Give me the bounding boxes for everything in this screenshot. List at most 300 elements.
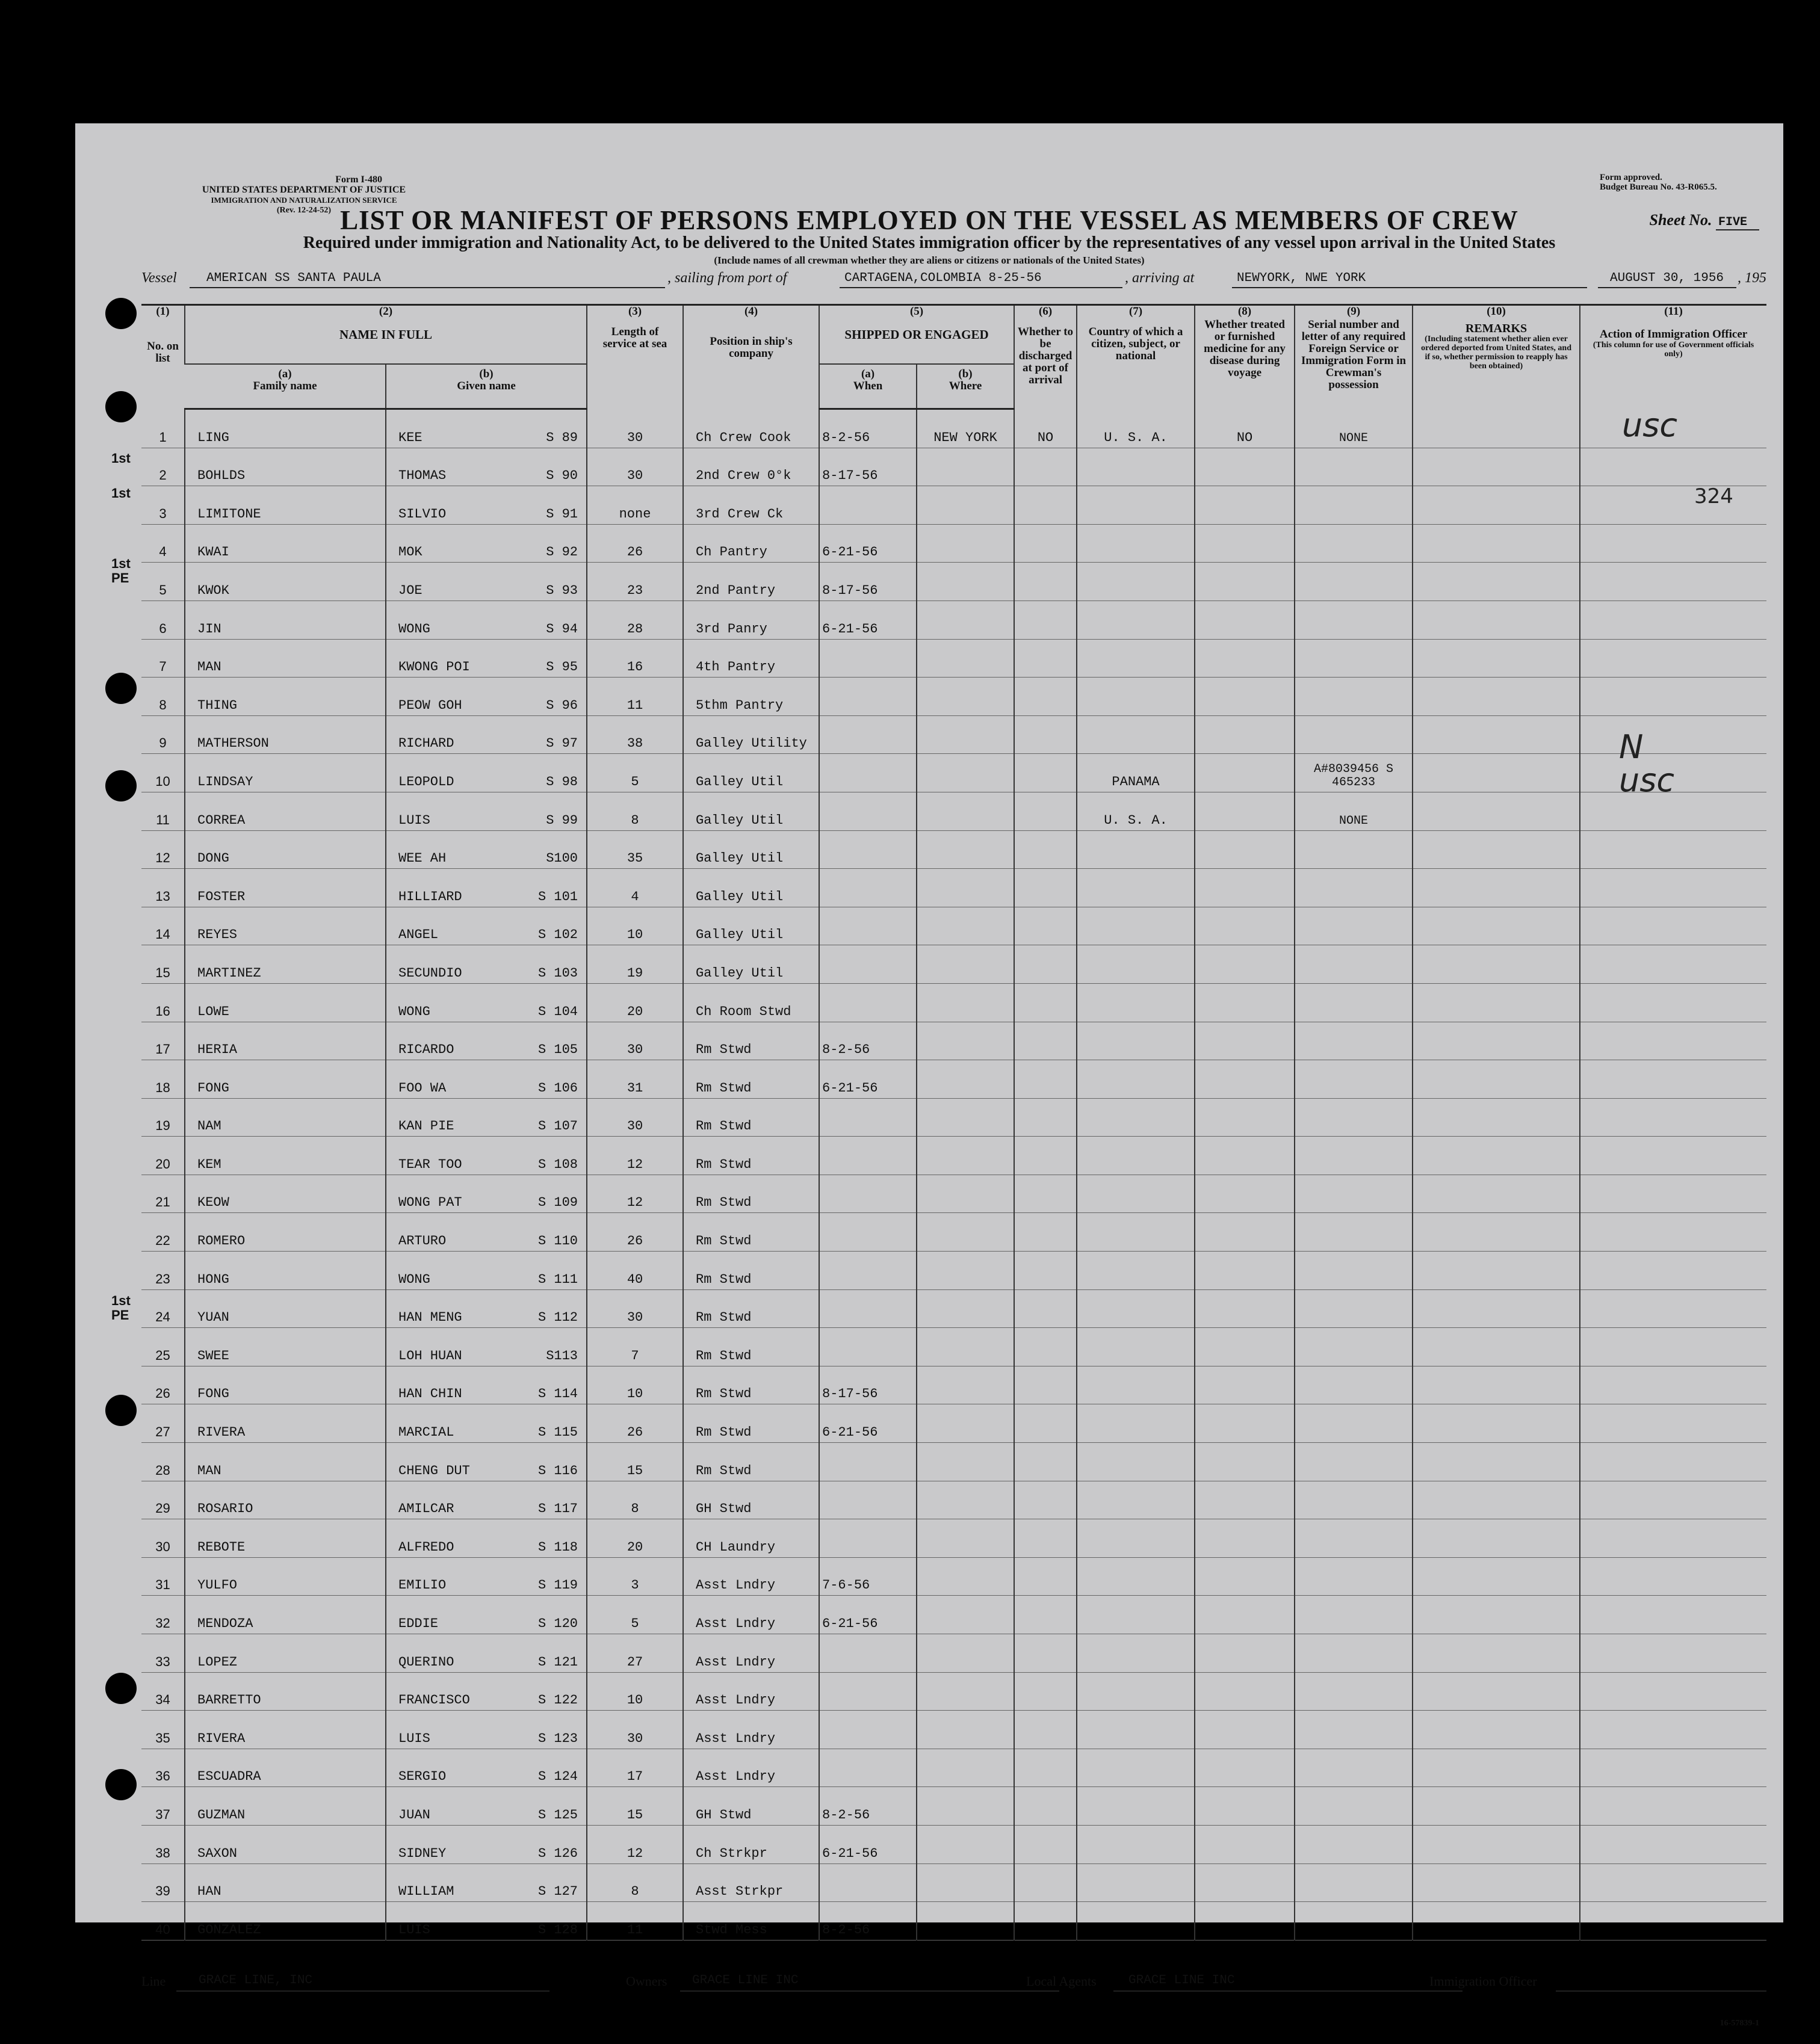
shipped-when-cell: [819, 1634, 917, 1673]
immigration-action-cell: [1580, 1022, 1766, 1060]
row-number-cell: [141, 1863, 185, 1902]
col-header-country: [1077, 305, 1195, 409]
table-row: [141, 1787, 1766, 1826]
country-cell: [1077, 754, 1195, 792]
row-number-cell: [141, 448, 185, 486]
form-serial-cell: [1295, 1672, 1413, 1711]
discharge-cell: [1014, 524, 1077, 563]
given-name: KAN PIE: [398, 1119, 454, 1134]
position-cell: [683, 1404, 819, 1443]
table-row: [141, 1481, 1766, 1519]
position: Asst Strkpr: [696, 1884, 784, 1900]
family-name-cell: [185, 983, 386, 1022]
shipped-where-cell: [917, 1634, 1014, 1673]
col-header-discharge-num: (6): [1038, 305, 1053, 318]
position-cell: [683, 1787, 819, 1826]
length-of-service: 5: [631, 774, 639, 789]
length-of-service: 12: [627, 1156, 643, 1172]
row-number: 37: [155, 1806, 170, 1822]
punch-hole: [105, 1395, 137, 1426]
col-header-form: [1295, 305, 1413, 409]
seaman-serial: S 108: [538, 1156, 578, 1172]
row-number-cell: [141, 1481, 185, 1519]
handwritten-note-1: usc: [1622, 406, 1678, 444]
shipped-when: 6-21-56: [822, 1616, 878, 1631]
form-serial-cell: [1295, 1787, 1413, 1826]
position-cell: [683, 1328, 819, 1366]
given-name-cell: [386, 1825, 587, 1863]
position-cell: [683, 715, 819, 754]
form-serial: NONE: [1339, 814, 1369, 828]
position: CH Laundry: [696, 1539, 776, 1555]
position-cell: [683, 945, 819, 984]
shipped-when: 6-21-56: [822, 1080, 878, 1096]
country-cell: [1077, 1711, 1195, 1749]
remarks-cell: [1413, 448, 1580, 486]
given-name: AMILCAR: [398, 1501, 454, 1517]
length-of-service-cell: [587, 601, 683, 639]
table-row: [141, 1825, 1766, 1863]
given-name: QUERINO: [398, 1654, 454, 1670]
treated-cell: [1195, 1634, 1295, 1673]
treated-cell: [1195, 678, 1295, 716]
family-name: MAN: [197, 1463, 221, 1478]
length-of-service-cell: [587, 1443, 683, 1481]
position-cell: [683, 678, 819, 716]
given-name: MARCIAL: [398, 1425, 454, 1440]
shipped-where-cell: [917, 448, 1014, 486]
seaman-serial: S 114: [538, 1386, 578, 1402]
remarks-cell: [1413, 869, 1580, 907]
discharge-cell: [1014, 601, 1077, 639]
given-name: ALFREDO: [398, 1539, 454, 1555]
form-serial-cell: [1295, 1825, 1413, 1863]
immigration-action-cell: [1580, 869, 1766, 907]
family-name-cell: [185, 1825, 386, 1863]
family-name-cell: [185, 601, 386, 639]
length-of-service: 7: [631, 1348, 639, 1363]
given-name: KEE: [398, 430, 422, 445]
discharge-cell: [1014, 945, 1077, 984]
country-cell: [1077, 907, 1195, 945]
given-name-cell: [386, 1404, 587, 1443]
country-cell: [1077, 1252, 1195, 1290]
row-number: 18: [155, 1079, 170, 1095]
shipped-when-cell: [819, 409, 917, 448]
shipped-when-cell: [819, 1863, 917, 1902]
given-name: WEE AH: [398, 851, 447, 866]
position-cell: [683, 1137, 819, 1175]
table-row: [141, 1022, 1766, 1060]
immigration-action-cell: [1580, 945, 1766, 984]
treated-cell: [1195, 715, 1295, 754]
position-cell: [683, 1863, 819, 1902]
length-of-service: 10: [627, 1386, 643, 1402]
given-name-cell: [386, 1213, 587, 1252]
given-name-cell: [386, 1787, 587, 1826]
remarks-cell: [1413, 1443, 1580, 1481]
form-serial-cell: [1295, 1749, 1413, 1787]
col-header-position-num: (4): [744, 305, 758, 318]
line-value: GRACE LINE, INC: [199, 1974, 313, 1987]
vessel-label: Vessel: [141, 270, 177, 286]
remarks-cell: [1413, 1060, 1580, 1099]
family-name-cell: [185, 639, 386, 678]
position: Rm Stwd: [696, 1195, 752, 1211]
length-of-service: 30: [627, 1310, 643, 1326]
country-cell: [1077, 1634, 1195, 1673]
table-row: [141, 754, 1766, 792]
given-name-cell: [386, 1749, 587, 1787]
shipped-when-cell: [819, 1787, 917, 1826]
remarks-cell: [1413, 1902, 1580, 1941]
immigration-action-cell: [1580, 563, 1766, 601]
shipped-when-cell: [819, 1672, 917, 1711]
position: Ch Pantry: [696, 545, 767, 560]
treated-cell: [1195, 1022, 1295, 1060]
shipped-when: 8-17-56: [822, 468, 878, 484]
form-serial-cell: [1295, 1213, 1413, 1252]
col-header-when: [819, 364, 917, 408]
given-name-cell: [386, 1863, 587, 1902]
department: UNITED STATES DEPARTMENT OF JUSTICE: [202, 185, 406, 195]
treated-cell: [1195, 563, 1295, 601]
shipped-when-cell: [819, 1825, 917, 1863]
col-header-action-note: (This column for use of Government officials only): [1592, 341, 1754, 359]
country-cell: [1077, 1443, 1195, 1481]
table-row: [141, 601, 1766, 639]
row-number-cell: [141, 1060, 185, 1099]
family-name: LIMITONE: [197, 506, 261, 522]
row-number: 35: [155, 1730, 170, 1746]
row-number: 3: [159, 505, 167, 521]
seaman-serial: S100: [546, 851, 578, 866]
shipped-where-cell: [917, 754, 1014, 792]
officer-label: Immigration Officer: [1429, 1974, 1537, 1989]
remarks-cell: [1413, 1557, 1580, 1596]
col-header-remarks-num: (10): [1487, 305, 1506, 318]
family-name: FONG: [197, 1386, 229, 1402]
shipped-when: 8-2-56: [822, 1922, 870, 1937]
family-name: DONG: [197, 851, 229, 866]
row-number: 23: [155, 1271, 170, 1286]
col-header-form-num: (9): [1346, 305, 1361, 318]
discharge-cell: [1014, 1137, 1077, 1175]
table-row: [141, 1366, 1766, 1404]
family-name-cell: [185, 409, 386, 448]
country-cell: [1077, 945, 1195, 984]
country-cell: [1077, 792, 1195, 830]
length-of-service: 30: [627, 430, 643, 445]
seaman-serial: S 109: [538, 1195, 578, 1211]
given-name: TEAR TOO: [398, 1156, 462, 1172]
family-name: MATHERSON: [197, 736, 269, 752]
col-header-length-num: (3): [628, 305, 642, 318]
position-cell: [683, 1098, 819, 1137]
treated-cell: [1195, 1749, 1295, 1787]
position: Asst Lndry: [696, 1654, 776, 1670]
year-suffix: , 195: [1738, 270, 1766, 286]
row-number-cell: [141, 409, 185, 448]
treated-cell: [1195, 1137, 1295, 1175]
arrival-date: AUGUST 30, 1956: [1610, 271, 1724, 285]
treated-cell: [1195, 448, 1295, 486]
form-serial-cell: [1295, 983, 1413, 1022]
discharge-cell: [1014, 409, 1077, 448]
seaman-serial: S 127: [538, 1884, 578, 1900]
treated: NO: [1236, 430, 1253, 445]
country-cell: [1077, 524, 1195, 563]
length-of-service-cell: [587, 678, 683, 716]
seaman-serial: S 95: [546, 659, 578, 675]
country-cell: [1077, 1328, 1195, 1366]
family-name: JIN: [197, 621, 221, 637]
form-serial-cell: [1295, 1481, 1413, 1519]
table-row: [141, 792, 1766, 830]
position-cell: [683, 1213, 819, 1252]
family-name-cell: [185, 715, 386, 754]
given-name-cell: [386, 983, 587, 1022]
seaman-serial: S 117: [538, 1501, 578, 1517]
row-number: 28: [155, 1462, 170, 1478]
length-of-service: 8: [631, 812, 639, 828]
family-name-cell: [185, 486, 386, 525]
row-number-cell: [141, 715, 185, 754]
voyage-line: [141, 270, 1766, 291]
position: Rm Stwd: [696, 1156, 752, 1172]
discharge-cell: [1014, 907, 1077, 945]
given-name: LEOPOLD: [398, 774, 454, 789]
seaman-serial: S 118: [538, 1539, 578, 1555]
row-number-cell: [141, 907, 185, 945]
length-of-service: 28: [627, 621, 643, 637]
family-name-cell: [185, 1366, 386, 1404]
seaman-serial: S 107: [538, 1119, 578, 1134]
row-number: 31: [155, 1577, 170, 1593]
given-name: JUAN: [398, 1807, 430, 1823]
length-of-service: 26: [627, 545, 643, 560]
family-name: MENDOZA: [197, 1616, 253, 1631]
country: U. S. A.: [1104, 430, 1168, 445]
family-name-cell: [185, 1634, 386, 1673]
row-number: 29: [155, 1501, 170, 1516]
family-name: ROSARIO: [197, 1501, 253, 1517]
discharge-cell: [1014, 1787, 1077, 1826]
shipped-where-cell: [917, 792, 1014, 830]
family-name-cell: [185, 1060, 386, 1099]
margin-note-2: 1st: [111, 486, 131, 501]
row-number: 1: [159, 429, 167, 445]
position: Galley Util: [696, 851, 784, 866]
row-number: 16: [155, 1003, 170, 1019]
given-name: ARTURO: [398, 1234, 447, 1249]
discharge-cell: [1014, 1328, 1077, 1366]
position: Rm Stwd: [696, 1119, 752, 1134]
length-of-service: 11: [627, 697, 643, 713]
length-of-service: 10: [627, 1693, 643, 1708]
shipped-when: 8-17-56: [822, 582, 878, 598]
country-cell: [1077, 1366, 1195, 1404]
form-serial-cell: [1295, 1022, 1413, 1060]
shipped-where-cell: [917, 1060, 1014, 1099]
table-row: [141, 983, 1766, 1022]
country-cell: [1077, 869, 1195, 907]
shipped-when: 8-2-56: [822, 430, 870, 445]
family-name-cell: [185, 563, 386, 601]
shipped-when-cell: [819, 1175, 917, 1213]
length-of-service: 20: [627, 1539, 643, 1555]
position-cell: [683, 601, 819, 639]
given-name-cell: [386, 1634, 587, 1673]
length-of-service: 35: [627, 851, 643, 866]
immigration-action-cell: [1580, 1672, 1766, 1711]
position: Rm Stwd: [696, 1463, 752, 1478]
row-number: 7: [159, 659, 167, 675]
table-row: [141, 1137, 1766, 1175]
given-name: HAN CHIN: [398, 1386, 462, 1402]
immigration-action-cell: [1580, 983, 1766, 1022]
family-name: KWAI: [197, 545, 229, 560]
shipped-when-cell: [819, 678, 917, 716]
treated-cell: [1195, 1596, 1295, 1634]
col-header-remarks-label: REMARKS: [1465, 322, 1528, 335]
table-row: [141, 1060, 1766, 1099]
form-serial-cell: [1295, 563, 1413, 601]
remarks-cell: [1413, 1137, 1580, 1175]
immigration-action-cell: [1580, 715, 1766, 754]
discharge-cell: [1014, 869, 1077, 907]
immigration-action-cell: [1580, 1175, 1766, 1213]
given-name-cell: [386, 1443, 587, 1481]
row-number-cell: [141, 1672, 185, 1711]
shipped-where-cell: [917, 639, 1014, 678]
shipped-where-cell: [917, 1289, 1014, 1328]
immigration-action-cell: [1580, 830, 1766, 869]
family-name: RIVERA: [197, 1731, 246, 1746]
length-of-service-cell: [587, 1252, 683, 1290]
immigration-action-cell: [1580, 1328, 1766, 1366]
shipped-where-cell: [917, 1481, 1014, 1519]
length-of-service: 16: [627, 659, 643, 675]
footer-line: [141, 1974, 1766, 1998]
given-name-cell: [386, 1519, 587, 1558]
row-number: 8: [159, 697, 167, 712]
position: Asst Lndry: [696, 1578, 776, 1593]
handwritten-note-4: usc: [1619, 761, 1675, 799]
discharge-cell: [1014, 1672, 1077, 1711]
remarks-cell: [1413, 945, 1580, 984]
treated-cell: [1195, 1711, 1295, 1749]
position-cell: [683, 792, 819, 830]
row-number: 13: [155, 888, 170, 904]
position: 3rd Panry: [696, 621, 767, 637]
length-of-service: 27: [627, 1654, 643, 1670]
immigration-action-cell: [1580, 1481, 1766, 1519]
form-serial-cell: [1295, 601, 1413, 639]
position: Stwd Mess: [696, 1922, 767, 1937]
seaman-serial: S 96: [546, 697, 578, 713]
punch-hole: [105, 1769, 137, 1800]
remarks-cell: [1413, 1749, 1580, 1787]
discharge-cell: [1014, 486, 1077, 525]
family-name: NAM: [197, 1119, 221, 1134]
table-row: [141, 1098, 1766, 1137]
discharge-cell: [1014, 1825, 1077, 1863]
length-of-service-cell: [587, 1366, 683, 1404]
immigration-action-cell: [1580, 1787, 1766, 1826]
remarks-cell: [1413, 678, 1580, 716]
sailing-port: CARTAGENA,COLOMBIA 8-25-56: [844, 271, 1042, 285]
country-cell: [1077, 1213, 1195, 1252]
sheet-number-field: [1649, 211, 1759, 229]
immigration-action-cell: [1580, 1863, 1766, 1902]
crew-table: [141, 304, 1766, 1941]
position: Galley Util: [696, 774, 784, 789]
family-name-cell: [185, 830, 386, 869]
shipped-where: NEW YORK: [933, 430, 997, 445]
length-of-service: 30: [627, 1042, 643, 1058]
page-title: LIST OR MANIFEST OF PERSONS EMPLOYED ON THE VESSEL AS MEMBERS OF CREW: [340, 205, 1518, 235]
seaman-serial: S 128: [538, 1922, 578, 1937]
shipped-when-cell: [819, 983, 917, 1022]
immigration-action-cell: [1580, 1634, 1766, 1673]
shipped-when-cell: [819, 1060, 917, 1099]
remarks-cell: [1413, 983, 1580, 1022]
country-cell: [1077, 1863, 1195, 1902]
immigration-action-cell: [1580, 1596, 1766, 1634]
immigration-action-cell: [1580, 1519, 1766, 1558]
given-name-cell: [386, 715, 587, 754]
shipped-where-cell: [917, 1672, 1014, 1711]
family-name-cell: [185, 1902, 386, 1941]
length-of-service: 26: [627, 1234, 643, 1249]
remarks-cell: [1413, 1366, 1580, 1404]
shipped-where-cell: [917, 601, 1014, 639]
treated-cell: [1195, 1519, 1295, 1558]
row-number-cell: [141, 869, 185, 907]
sheet-number: FIVE: [1716, 215, 1759, 230]
discharge-cell: [1014, 1060, 1077, 1099]
family-name-cell: [185, 945, 386, 984]
family-name-cell: [185, 1481, 386, 1519]
length-of-service: 26: [627, 1425, 643, 1440]
shipped-when-cell: [819, 639, 917, 678]
table-row: [141, 1328, 1766, 1366]
row-number: 14: [155, 927, 170, 942]
country-cell: [1077, 1481, 1195, 1519]
given-name-cell: [386, 1098, 587, 1137]
length-of-service-cell: [587, 983, 683, 1022]
position: Rm Stwd: [696, 1386, 752, 1402]
position: GH Stwd: [696, 1501, 752, 1517]
col-header-no-label: No. on list: [147, 340, 179, 365]
row-number: 4: [159, 544, 167, 560]
treated-cell: [1195, 1252, 1295, 1290]
position-cell: [683, 1902, 819, 1941]
seaman-serial: S 124: [538, 1769, 578, 1785]
given-name: LUIS: [398, 1731, 430, 1746]
seaman-serial: S 104: [538, 1004, 578, 1019]
country-cell: [1077, 448, 1195, 486]
immigration-action-cell: [1580, 1711, 1766, 1749]
table-row: [141, 1863, 1766, 1902]
shipped-when: 8-17-56: [822, 1386, 878, 1402]
col-header-where: [917, 364, 1014, 408]
position-cell: [683, 1481, 819, 1519]
immigration-action-cell: [1580, 486, 1766, 525]
immigration-action-cell: [1580, 1825, 1766, 1863]
remarks-cell: [1413, 715, 1580, 754]
